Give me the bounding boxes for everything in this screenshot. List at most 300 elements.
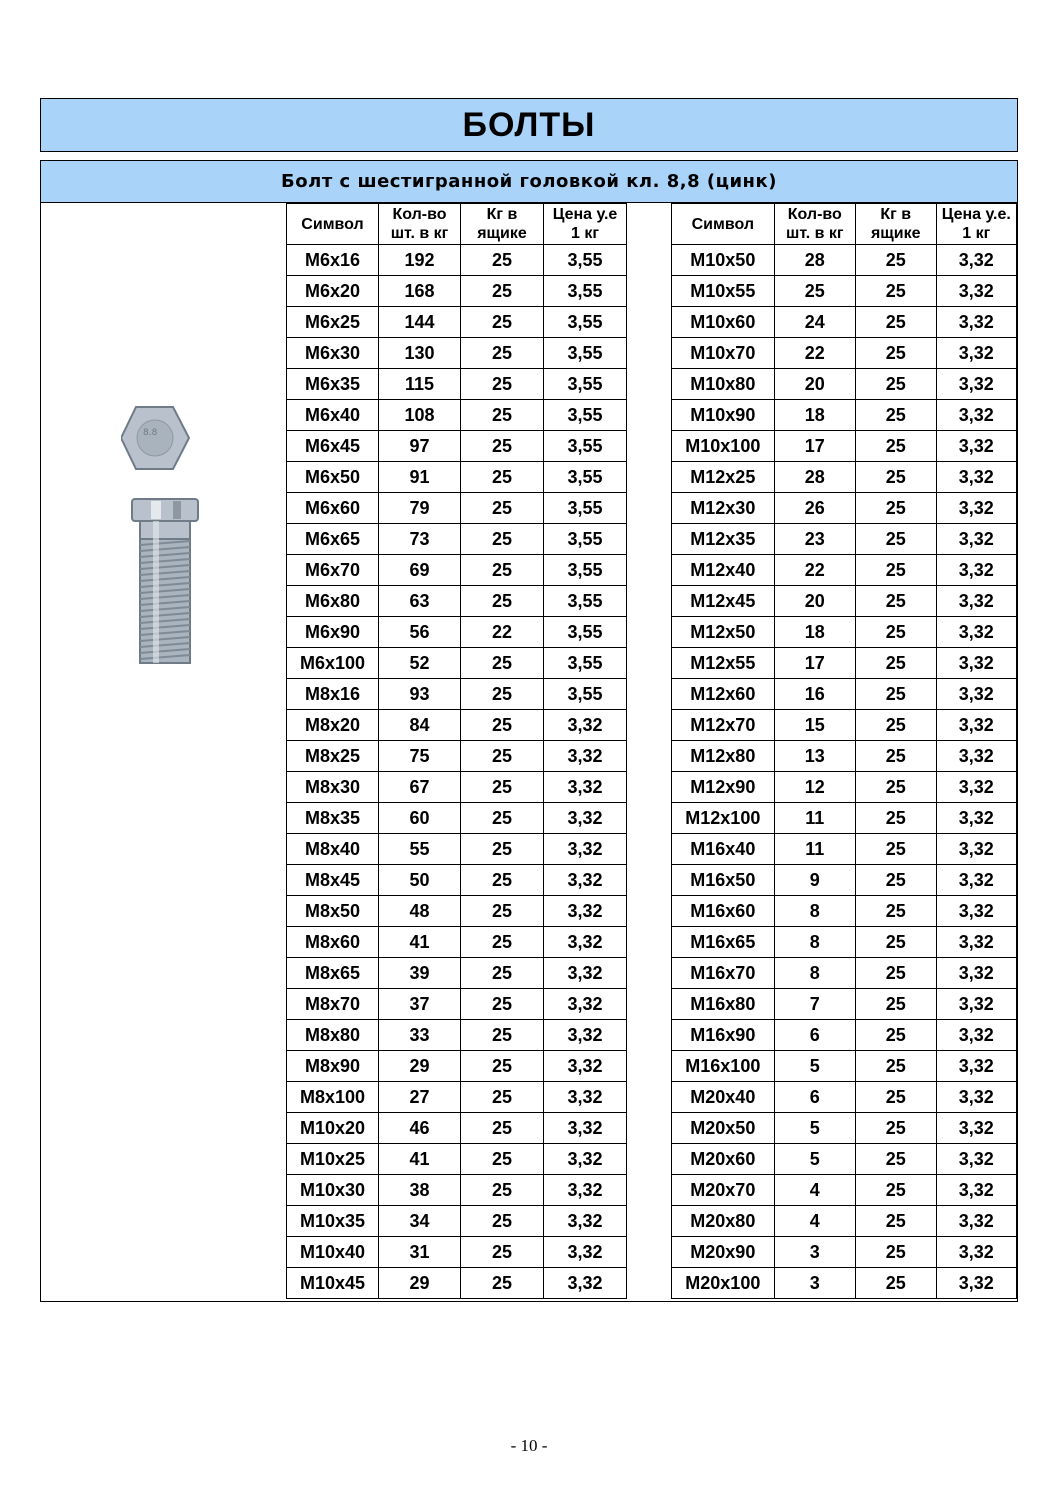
table-row <box>672 1206 1017 1237</box>
table-row <box>672 431 1017 462</box>
price-cell: 3,32 <box>936 803 1016 834</box>
price-cell: 3,32 <box>936 834 1016 865</box>
bolt-head-side-view <box>132 499 198 521</box>
symbol-cell: М6х80 <box>287 586 379 617</box>
symbol-cell: М12х80 <box>672 741 775 772</box>
column-gap <box>627 524 672 555</box>
qty-cell: 3 <box>774 1237 855 1268</box>
price-cell: 3,32 <box>936 400 1016 431</box>
kg-cell: 25 <box>855 1144 936 1175</box>
price-cell: 3,32 <box>544 927 627 958</box>
table-row <box>672 741 1017 772</box>
table-row <box>287 1144 672 1175</box>
kg-cell: 25 <box>461 958 544 989</box>
table-row <box>672 896 1017 927</box>
kg-cell: 25 <box>855 710 936 741</box>
kg-cell: 25 <box>461 679 544 710</box>
kg-cell: 25 <box>461 741 544 772</box>
qty-cell: 79 <box>379 493 461 524</box>
column-gap <box>627 369 672 400</box>
column-gap <box>627 1051 672 1082</box>
column-gap <box>627 586 672 617</box>
table-row <box>287 1237 672 1268</box>
price-cell: 3,32 <box>936 896 1016 927</box>
qty-cell: 9 <box>774 865 855 896</box>
price-cell: 3,32 <box>544 1020 627 1051</box>
column-gap <box>627 1268 672 1299</box>
qty-cell: 18 <box>774 617 855 648</box>
table-row <box>287 648 672 679</box>
symbol-cell: М6х90 <box>287 617 379 648</box>
symbol-cell: М12х55 <box>672 648 775 679</box>
price-cell: 3,55 <box>544 276 627 307</box>
qty-cell: 18 <box>774 400 855 431</box>
header-qty: Кол-во шт. в кг <box>774 204 855 245</box>
kg-cell: 25 <box>461 1113 544 1144</box>
qty-cell: 55 <box>379 834 461 865</box>
price-cell: 3,55 <box>544 462 627 493</box>
qty-cell: 29 <box>379 1051 461 1082</box>
price-cell: 3,32 <box>544 1237 627 1268</box>
price-cell: 3,32 <box>544 772 627 803</box>
qty-cell: 38 <box>379 1175 461 1206</box>
qty-cell: 17 <box>774 648 855 679</box>
qty-cell: 29 <box>379 1268 461 1299</box>
table-row <box>287 741 672 772</box>
symbol-cell: М8х20 <box>287 710 379 741</box>
price-cell: 3,32 <box>936 865 1016 896</box>
kg-cell: 25 <box>461 431 544 462</box>
table-row <box>672 617 1017 648</box>
kg-cell: 25 <box>855 617 936 648</box>
table-header-row <box>672 204 1017 245</box>
symbol-cell: М10х55 <box>672 276 775 307</box>
price-cell: 3,55 <box>544 493 627 524</box>
kg-cell: 25 <box>855 865 936 896</box>
kg-cell: 25 <box>855 648 936 679</box>
table-row <box>672 1268 1017 1299</box>
kg-cell: 25 <box>855 1237 936 1268</box>
price-cell: 3,32 <box>936 1051 1016 1082</box>
table-row <box>287 958 672 989</box>
qty-cell: 168 <box>379 276 461 307</box>
symbol-cell: М12х70 <box>672 710 775 741</box>
symbol-cell: М6х25 <box>287 307 379 338</box>
qty-cell: 5 <box>774 1051 855 1082</box>
table-row <box>287 772 672 803</box>
column-gap <box>627 958 672 989</box>
symbol-cell: М6х50 <box>287 462 379 493</box>
price-cell: 3,55 <box>544 586 627 617</box>
kg-cell: 25 <box>855 431 936 462</box>
table-row <box>672 1051 1017 1082</box>
table-row <box>672 524 1017 555</box>
column-gap <box>627 834 672 865</box>
column-gap <box>627 400 672 431</box>
table-row <box>287 1051 672 1082</box>
price-cell: 3,32 <box>936 1082 1016 1113</box>
kg-cell: 25 <box>461 338 544 369</box>
table-row <box>287 431 672 462</box>
qty-cell: 52 <box>379 648 461 679</box>
price-cell: 3,55 <box>544 431 627 462</box>
symbol-cell: М8х50 <box>287 896 379 927</box>
price-cell: 3,32 <box>936 1268 1016 1299</box>
symbol-cell: М10х30 <box>287 1175 379 1206</box>
price-cell: 3,32 <box>936 772 1016 803</box>
column-gap <box>627 1237 672 1268</box>
kg-cell: 25 <box>855 1113 936 1144</box>
kg-cell: 25 <box>855 245 936 276</box>
column-gap <box>627 245 672 276</box>
qty-cell: 23 <box>774 524 855 555</box>
kg-cell: 25 <box>461 1206 544 1237</box>
qty-cell: 12 <box>774 772 855 803</box>
kg-cell: 25 <box>461 462 544 493</box>
table-row <box>672 369 1017 400</box>
symbol-cell: М8х35 <box>287 803 379 834</box>
price-cell: 3,55 <box>544 338 627 369</box>
symbol-cell: М12х25 <box>672 462 775 493</box>
price-cell: 3,32 <box>936 462 1016 493</box>
symbol-cell: М8х65 <box>287 958 379 989</box>
column-gap <box>627 896 672 927</box>
price-cell: 3,32 <box>936 555 1016 586</box>
header-price: Цена у.е. 1 кг <box>936 204 1016 245</box>
symbol-cell: М10х80 <box>672 369 775 400</box>
table-row <box>672 1020 1017 1051</box>
page-title-box <box>40 98 1018 152</box>
price-cell: 3,32 <box>544 741 627 772</box>
price-cell: 3,32 <box>936 1206 1016 1237</box>
table-row <box>287 555 672 586</box>
symbol-cell: М12х100 <box>672 803 775 834</box>
symbol-cell: М12х45 <box>672 586 775 617</box>
symbol-cell: М10х50 <box>672 245 775 276</box>
header-symbol: Символ <box>287 204 379 245</box>
table-row <box>672 555 1017 586</box>
price-cell: 3,32 <box>936 679 1016 710</box>
kg-cell: 25 <box>855 834 936 865</box>
symbol-cell: М20х80 <box>672 1206 775 1237</box>
kg-cell: 25 <box>855 369 936 400</box>
hex-bolt-illustration <box>121 403 211 873</box>
symbol-cell: М16х70 <box>672 958 775 989</box>
symbol-cell: М6х35 <box>287 369 379 400</box>
column-gap <box>627 555 672 586</box>
symbol-cell: М20х70 <box>672 1175 775 1206</box>
qty-cell: 39 <box>379 958 461 989</box>
kg-cell: 25 <box>461 1268 544 1299</box>
qty-cell: 6 <box>774 1020 855 1051</box>
table-row <box>672 1113 1017 1144</box>
symbol-cell: М8х45 <box>287 865 379 896</box>
kg-cell: 25 <box>855 1268 936 1299</box>
qty-cell: 69 <box>379 555 461 586</box>
price-cell: 3,32 <box>936 369 1016 400</box>
table-row <box>287 493 672 524</box>
kg-cell: 25 <box>855 1082 936 1113</box>
kg-cell: 25 <box>461 927 544 958</box>
symbol-cell: М10х90 <box>672 400 775 431</box>
kg-cell: 25 <box>855 1175 936 1206</box>
column-gap <box>627 803 672 834</box>
kg-cell: 25 <box>461 803 544 834</box>
table-row <box>287 927 672 958</box>
kg-cell: 25 <box>461 245 544 276</box>
kg-cell: 25 <box>461 648 544 679</box>
qty-cell: 33 <box>379 1020 461 1051</box>
symbol-cell: М20х40 <box>672 1082 775 1113</box>
kg-cell: 25 <box>461 1082 544 1113</box>
table-row <box>672 586 1017 617</box>
kg-cell: 25 <box>855 958 936 989</box>
symbol-cell: М16х65 <box>672 927 775 958</box>
table-row <box>287 307 672 338</box>
table-row <box>287 586 672 617</box>
price-cell: 3,32 <box>936 276 1016 307</box>
table-row <box>287 1175 672 1206</box>
price-cell: 3,32 <box>544 710 627 741</box>
column-gap <box>627 989 672 1020</box>
column-gap <box>627 1020 672 1051</box>
kg-cell: 25 <box>855 462 936 493</box>
kg-cell: 25 <box>855 1020 936 1051</box>
table-row <box>287 989 672 1020</box>
qty-cell: 5 <box>774 1144 855 1175</box>
price-cell: 3,32 <box>936 1175 1016 1206</box>
symbol-cell: М8х60 <box>287 927 379 958</box>
symbol-cell: М8х100 <box>287 1082 379 1113</box>
qty-cell: 15 <box>774 710 855 741</box>
table-row <box>287 1268 672 1299</box>
qty-cell: 46 <box>379 1113 461 1144</box>
table-row <box>287 1206 672 1237</box>
table-row <box>672 493 1017 524</box>
kg-cell: 25 <box>855 400 936 431</box>
qty-cell: 48 <box>379 896 461 927</box>
kg-cell: 25 <box>461 1237 544 1268</box>
table-row <box>672 710 1017 741</box>
symbol-cell: М10х35 <box>287 1206 379 1237</box>
column-gap <box>627 1144 672 1175</box>
qty-cell: 192 <box>379 245 461 276</box>
page-number: - 10 - <box>510 1436 548 1455</box>
qty-cell: 22 <box>774 555 855 586</box>
qty-cell: 115 <box>379 369 461 400</box>
header-kg: Кг в ящике <box>855 204 936 245</box>
kg-cell: 25 <box>855 1206 936 1237</box>
kg-cell: 25 <box>461 493 544 524</box>
price-cell: 3,55 <box>544 555 627 586</box>
price-cell: 3,32 <box>936 493 1016 524</box>
column-gap <box>627 648 672 679</box>
symbol-cell: М20х50 <box>672 1113 775 1144</box>
price-cell: 3,32 <box>544 834 627 865</box>
table-row <box>672 1237 1017 1268</box>
kg-cell: 25 <box>461 555 544 586</box>
qty-cell: 17 <box>774 431 855 462</box>
symbol-cell: М6х70 <box>287 555 379 586</box>
symbol-cell: М16х60 <box>672 896 775 927</box>
qty-cell: 63 <box>379 586 461 617</box>
symbol-cell: М10х45 <box>287 1268 379 1299</box>
symbol-cell: М6х45 <box>287 431 379 462</box>
table-row <box>287 865 672 896</box>
kg-cell: 22 <box>461 617 544 648</box>
table-row <box>672 927 1017 958</box>
price-cell: 3,32 <box>936 617 1016 648</box>
price-cell: 3,32 <box>544 803 627 834</box>
symbol-cell: М10х60 <box>672 307 775 338</box>
qty-cell: 8 <box>774 927 855 958</box>
qty-cell: 56 <box>379 617 461 648</box>
symbol-cell: М16х40 <box>672 834 775 865</box>
symbol-cell: М12х30 <box>672 493 775 524</box>
header-symbol: Символ <box>672 204 775 245</box>
kg-cell: 25 <box>855 679 936 710</box>
column-gap <box>627 431 672 462</box>
column-gap <box>627 462 672 493</box>
qty-cell: 16 <box>774 679 855 710</box>
qty-cell: 11 <box>774 834 855 865</box>
symbol-cell: М8х80 <box>287 1020 379 1051</box>
symbol-cell: М6х20 <box>287 276 379 307</box>
qty-cell: 144 <box>379 307 461 338</box>
table-row <box>672 834 1017 865</box>
kg-cell: 25 <box>855 338 936 369</box>
qty-cell: 91 <box>379 462 461 493</box>
qty-cell: 20 <box>774 369 855 400</box>
symbol-cell: М6х100 <box>287 648 379 679</box>
table-row <box>287 710 672 741</box>
table-row <box>287 679 672 710</box>
kg-cell: 25 <box>461 834 544 865</box>
price-cell: 3,32 <box>936 586 1016 617</box>
qty-cell: 37 <box>379 989 461 1020</box>
table-row <box>287 338 672 369</box>
symbol-cell: М10х70 <box>672 338 775 369</box>
price-cell: 3,32 <box>936 524 1016 555</box>
table-row <box>672 307 1017 338</box>
qty-cell: 4 <box>774 1206 855 1237</box>
image-column <box>41 203 286 1301</box>
qty-cell: 60 <box>379 803 461 834</box>
column-gap <box>627 772 672 803</box>
kg-cell: 25 <box>855 555 936 586</box>
qty-cell: 93 <box>379 679 461 710</box>
kg-cell: 25 <box>855 989 936 1020</box>
kg-cell: 25 <box>461 369 544 400</box>
symbol-cell: М8х70 <box>287 989 379 1020</box>
column-gap <box>627 679 672 710</box>
bolt-shank <box>140 521 190 539</box>
column-gap <box>627 493 672 524</box>
symbol-cell: М12х90 <box>672 772 775 803</box>
section-subtitle: Болт с шестигранной головкой кл. 8,8 (цинк) <box>41 161 1017 203</box>
qty-cell: 75 <box>379 741 461 772</box>
symbol-cell: М20х100 <box>672 1268 775 1299</box>
kg-cell: 25 <box>461 400 544 431</box>
price-cell: 3,32 <box>544 1268 627 1299</box>
symbol-cell: М10х25 <box>287 1144 379 1175</box>
kg-cell: 25 <box>855 772 936 803</box>
price-cell: 3,32 <box>936 307 1016 338</box>
qty-cell: 73 <box>379 524 461 555</box>
symbol-cell: М12х50 <box>672 617 775 648</box>
price-cell: 3,55 <box>544 369 627 400</box>
kg-cell: 25 <box>855 493 936 524</box>
symbol-cell: М8х90 <box>287 1051 379 1082</box>
kg-cell: 25 <box>855 1051 936 1082</box>
qty-cell: 31 <box>379 1237 461 1268</box>
price-cell: 3,32 <box>544 958 627 989</box>
price-cell: 3,32 <box>544 1082 627 1113</box>
table-row <box>672 245 1017 276</box>
qty-cell: 28 <box>774 245 855 276</box>
column-gap <box>627 1175 672 1206</box>
price-cell: 3,32 <box>544 989 627 1020</box>
table-row <box>672 803 1017 834</box>
kg-cell: 25 <box>855 586 936 617</box>
qty-cell: 25 <box>774 276 855 307</box>
table-row <box>287 1020 672 1051</box>
kg-cell: 25 <box>461 1175 544 1206</box>
symbol-cell: М6х30 <box>287 338 379 369</box>
qty-cell: 84 <box>379 710 461 741</box>
kg-cell: 25 <box>855 307 936 338</box>
table-row <box>672 276 1017 307</box>
table-row <box>287 276 672 307</box>
column-gap <box>627 1113 672 1144</box>
table-row <box>287 896 672 927</box>
qty-cell: 8 <box>774 958 855 989</box>
column-gap <box>627 338 672 369</box>
table-row <box>287 1113 672 1144</box>
price-cell: 3,32 <box>544 896 627 927</box>
price-cell: 3,32 <box>936 1237 1016 1268</box>
table-row <box>672 1082 1017 1113</box>
qty-cell: 22 <box>774 338 855 369</box>
qty-cell: 20 <box>774 586 855 617</box>
symbol-cell: М8х30 <box>287 772 379 803</box>
price-cell: 3,32 <box>544 1206 627 1237</box>
table-row <box>672 400 1017 431</box>
qty-cell: 24 <box>774 307 855 338</box>
table-row <box>287 462 672 493</box>
table-row <box>287 524 672 555</box>
kg-cell: 25 <box>855 741 936 772</box>
price-cell: 3,32 <box>544 1051 627 1082</box>
price-cell: 3,32 <box>936 1020 1016 1051</box>
table-row <box>672 989 1017 1020</box>
price-cell: 3,32 <box>936 245 1016 276</box>
table-row <box>672 648 1017 679</box>
table-row <box>672 679 1017 710</box>
price-cell: 3,55 <box>544 307 627 338</box>
column-gap <box>627 1206 672 1237</box>
column-gap <box>627 617 672 648</box>
bolt-table-right <box>671 203 1017 1299</box>
qty-cell: 41 <box>379 927 461 958</box>
price-cell: 3,32 <box>936 989 1016 1020</box>
price-cell: 3,32 <box>936 338 1016 369</box>
symbol-cell: М16х50 <box>672 865 775 896</box>
kg-cell: 25 <box>855 927 936 958</box>
symbol-cell: М10х40 <box>287 1237 379 1268</box>
table-row <box>672 1144 1017 1175</box>
qty-cell: 13 <box>774 741 855 772</box>
